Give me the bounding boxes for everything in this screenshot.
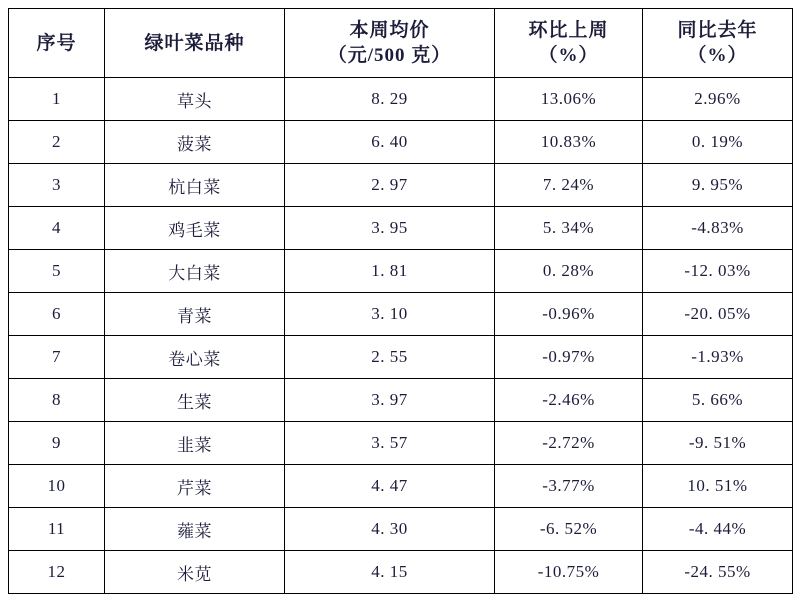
cell-index: 1 xyxy=(9,78,105,121)
column-header-index xyxy=(9,9,105,78)
table-header-row xyxy=(9,9,793,78)
cell-variety: 鸡毛菜 xyxy=(105,207,285,250)
cell-yoy: -1.93% xyxy=(643,336,793,379)
column-header-avg-price xyxy=(285,9,495,78)
cell-index: 6 xyxy=(9,293,105,336)
cell-variety: 大白菜 xyxy=(105,250,285,293)
cell-wow: -6. 52% xyxy=(495,508,643,551)
table-row xyxy=(9,250,793,293)
column-header-avg-price-line-2: （元/500 克） xyxy=(327,45,452,66)
cell-yoy: 5. 66% xyxy=(643,379,793,422)
cell-variety: 草头 xyxy=(105,78,285,121)
cell-avg-price: 4. 30 xyxy=(285,508,495,551)
column-header-index-line-1: 序号 xyxy=(36,32,77,54)
table-row xyxy=(9,207,793,250)
column-header-year-over-year-line-1: 同比去年 xyxy=(677,20,758,41)
cell-avg-price: 2. 97 xyxy=(285,164,495,207)
cell-avg-price: 6. 40 xyxy=(285,121,495,164)
cell-avg-price: 2. 55 xyxy=(285,336,495,379)
cell-variety: 卷心菜 xyxy=(105,336,285,379)
table-row xyxy=(9,78,793,121)
table-row xyxy=(9,422,793,465)
cell-yoy: -4.83% xyxy=(643,207,793,250)
column-header-week-over-week xyxy=(495,9,643,78)
cell-variety: 菠菜 xyxy=(105,121,285,164)
cell-index: 4 xyxy=(9,207,105,250)
cell-variety: 生菜 xyxy=(105,379,285,422)
cell-wow: -3.77% xyxy=(495,465,643,508)
column-header-variety-line-1: 绿叶菜品种 xyxy=(144,32,245,54)
column-header-week-over-week-line-1: 环比上周 xyxy=(528,20,609,41)
cell-variety: 米苋 xyxy=(105,551,285,594)
cell-avg-price: 3. 10 xyxy=(285,293,495,336)
cell-variety: 杭白菜 xyxy=(105,164,285,207)
cell-avg-price: 4. 47 xyxy=(285,465,495,508)
cell-wow: 10.83% xyxy=(495,121,643,164)
cell-wow: 0. 28% xyxy=(495,250,643,293)
table-row xyxy=(9,336,793,379)
table-body xyxy=(9,78,793,594)
cell-variety: 韭菜 xyxy=(105,422,285,465)
cell-yoy: 0. 19% xyxy=(643,121,793,164)
column-header-variety xyxy=(105,9,285,78)
table-row xyxy=(9,551,793,594)
cell-wow: -0.97% xyxy=(495,336,643,379)
cell-index: 5 xyxy=(9,250,105,293)
cell-yoy: -9. 51% xyxy=(643,422,793,465)
cell-index: 11 xyxy=(9,508,105,551)
cell-index: 10 xyxy=(9,465,105,508)
cell-wow: 5. 34% xyxy=(495,207,643,250)
cell-avg-price: 8. 29 xyxy=(285,78,495,121)
column-header-year-over-year-line-2: （%） xyxy=(687,45,748,66)
table-row xyxy=(9,164,793,207)
column-header-year-over-year xyxy=(643,9,793,78)
column-header-avg-price-line-1: 本周均价 xyxy=(349,20,430,41)
cell-wow: -0.96% xyxy=(495,293,643,336)
table-row xyxy=(9,379,793,422)
cell-avg-price: 3. 95 xyxy=(285,207,495,250)
cell-avg-price: 3. 97 xyxy=(285,379,495,422)
cell-yoy: -12. 03% xyxy=(643,250,793,293)
cell-avg-price: 4. 15 xyxy=(285,551,495,594)
cell-wow: 7. 24% xyxy=(495,164,643,207)
cell-variety: 蕹菜 xyxy=(105,508,285,551)
cell-yoy: -4. 44% xyxy=(643,508,793,551)
cell-yoy: -24. 55% xyxy=(643,551,793,594)
cell-wow: -10.75% xyxy=(495,551,643,594)
cell-yoy: 9. 95% xyxy=(643,164,793,207)
cell-index: 9 xyxy=(9,422,105,465)
cell-avg-price: 1. 81 xyxy=(285,250,495,293)
cell-variety: 芹菜 xyxy=(105,465,285,508)
cell-avg-price: 3. 57 xyxy=(285,422,495,465)
cell-index: 8 xyxy=(9,379,105,422)
cell-index: 12 xyxy=(9,551,105,594)
cell-variety: 青菜 xyxy=(105,293,285,336)
cell-yoy: 10. 51% xyxy=(643,465,793,508)
cell-yoy: 2.96% xyxy=(643,78,793,121)
cell-index: 7 xyxy=(9,336,105,379)
table-row xyxy=(9,293,793,336)
table-row xyxy=(9,121,793,164)
table-header xyxy=(9,9,793,78)
cell-wow: 13.06% xyxy=(495,78,643,121)
cell-index: 3 xyxy=(9,164,105,207)
cell-wow: -2.72% xyxy=(495,422,643,465)
cell-yoy: -20. 05% xyxy=(643,293,793,336)
cell-index: 2 xyxy=(9,121,105,164)
cell-wow: -2.46% xyxy=(495,379,643,422)
table-row xyxy=(9,508,793,551)
column-header-week-over-week-line-2: （%） xyxy=(538,45,599,66)
leafy-vegetable-price-table xyxy=(8,8,793,594)
table-row xyxy=(9,465,793,508)
